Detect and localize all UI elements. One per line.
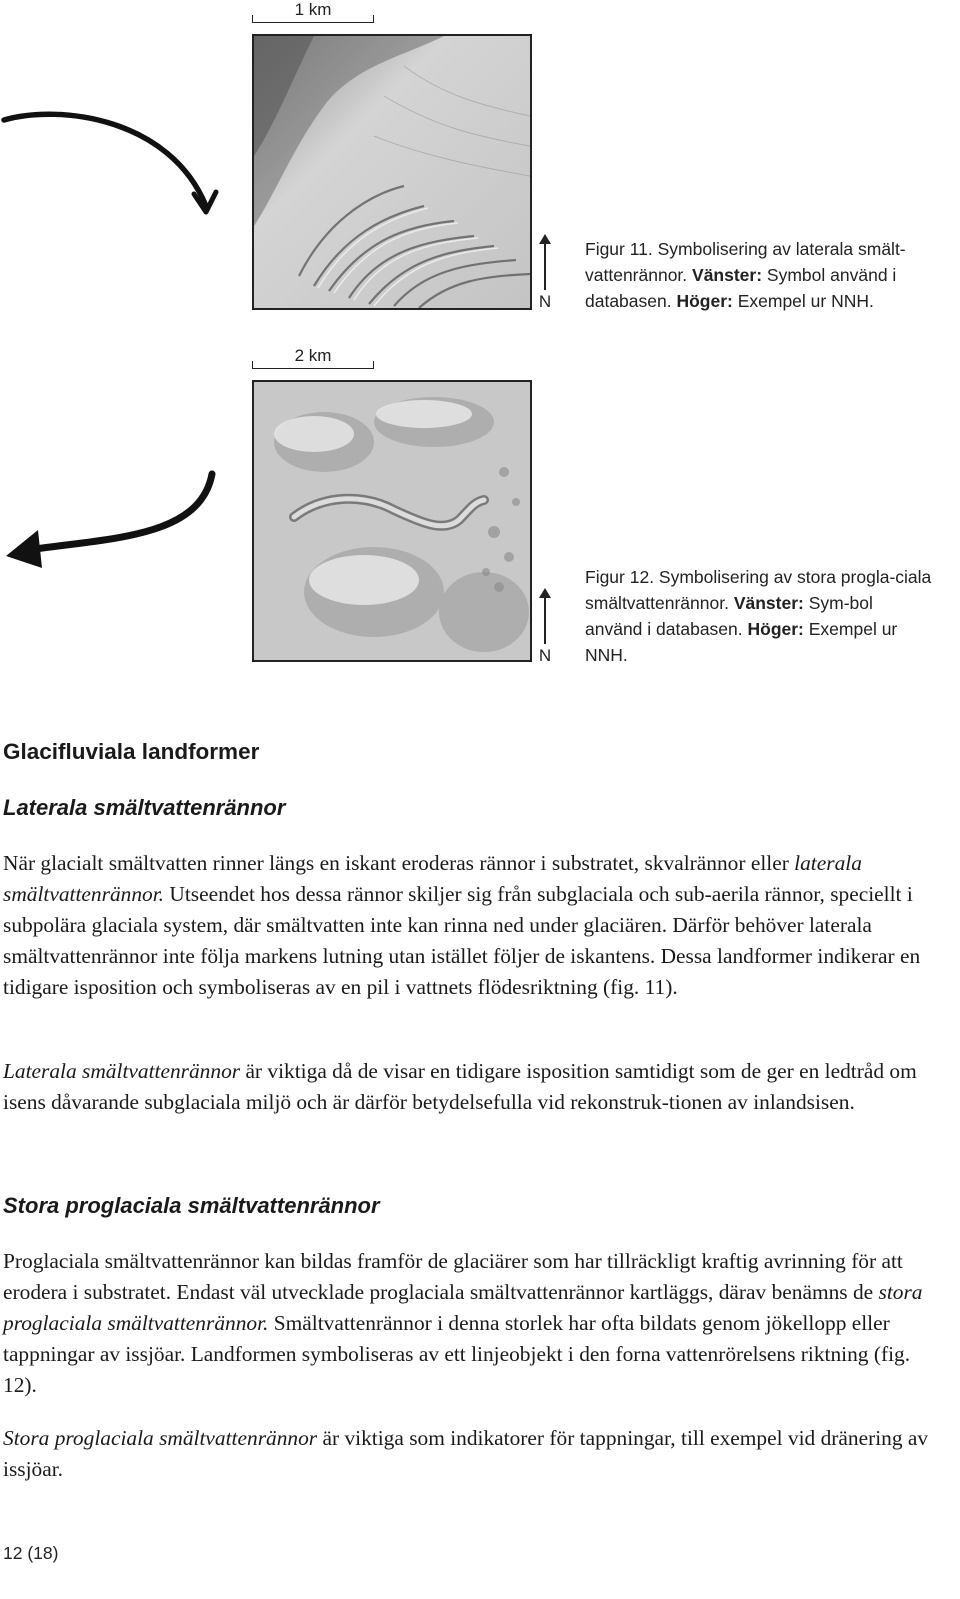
proglacial-paragraph-2: Stora proglaciala smältvattenrännor är viktiga som indikatorer för tappningar, till exempel vid dränering av issjöar. bbox=[3, 1426, 929, 1481]
north-label: N bbox=[538, 292, 552, 311]
lidar-map-figure-11 bbox=[252, 34, 532, 310]
scale-bar-2km bbox=[252, 346, 374, 372]
lateral-paragraph-2: Laterala smältvattenrännor är viktiga då de visar en tidigare isposition samtidigt som de ger en ledtråd om isens dåvarande subglaciala miljö och är därför betydelsefulla vid rekonstruk-tionen av inlandsisen. bbox=[3, 1059, 917, 1114]
lateral-paragraph-1: När glacialt smältvatten rinner längs en iskant eroderas rännor i substratet, skvalrännor eller laterala smältvattenrännor. Utseendet hos dessa rännor skiljer sig från subglaciala och sub-aerila rännor, speciellt i subpolära glaciala system, där smältvatten inte kan rinna ned under glaciären. Därför behöver laterala smältvattenrännor inte följa markens lutning utan istället följer de iskantens. Dessa landformer indikerar en tidigare isposition och symboliseras av en pil i vattnets flödesriktning (fig. 11). bbox=[3, 851, 921, 999]
proglacial-paragraph-1: Proglaciala smältvattenrännor kan bildas framför de glaciärer som har tillräckligt kraftig avrinning för att erodera i substratet. Endast väl utvecklade proglaciala smältvattenrännor kartläggs, därav benämns de stora proglaciala smältvattenrännor. Smältvattenrännor i denna storlek har ofta bildats genom jökellopp eller tappningar av issjöar. Landformen symboliseras av ett linjeobjekt i den forna vattenrörelsens riktning (fig. 12). bbox=[3, 1249, 923, 1397]
figure-12-caption: Figur 12. Symbolisering av stora progla-ciala smältvattenrännor. Vänster: Sym-bol använd i databasen. Höger: Exempel ur NNH. bbox=[585, 567, 932, 665]
scale-label: 2 km bbox=[294, 346, 332, 365]
north-arrow-icon bbox=[535, 232, 555, 292]
scale-bar-1km bbox=[252, 0, 374, 26]
lateral-heading: Laterala smältvattenrännor bbox=[3, 795, 286, 820]
scale-label: 1 km bbox=[294, 0, 332, 19]
proglacial-heading: Stora proglaciala smältvattenrännor bbox=[3, 1193, 380, 1218]
lidar-map-figure-12 bbox=[252, 380, 532, 662]
scale-line bbox=[252, 15, 374, 23]
proglacial-channel-arrow-icon bbox=[0, 468, 225, 578]
section-title: Glacifluviala landformer bbox=[3, 739, 260, 764]
scale-line bbox=[252, 361, 374, 369]
page-number: 12 (18) bbox=[3, 1543, 59, 1563]
lateral-channel-arrow-icon bbox=[0, 108, 225, 228]
figure-11-caption: Figur 11. Symbolisering av laterala smält-vattenrännor. Vänster: Symbol använd i databasen. Höger: Exempel ur NNH. bbox=[585, 239, 906, 311]
north-label: N bbox=[538, 646, 552, 665]
north-arrow-icon bbox=[535, 586, 555, 646]
